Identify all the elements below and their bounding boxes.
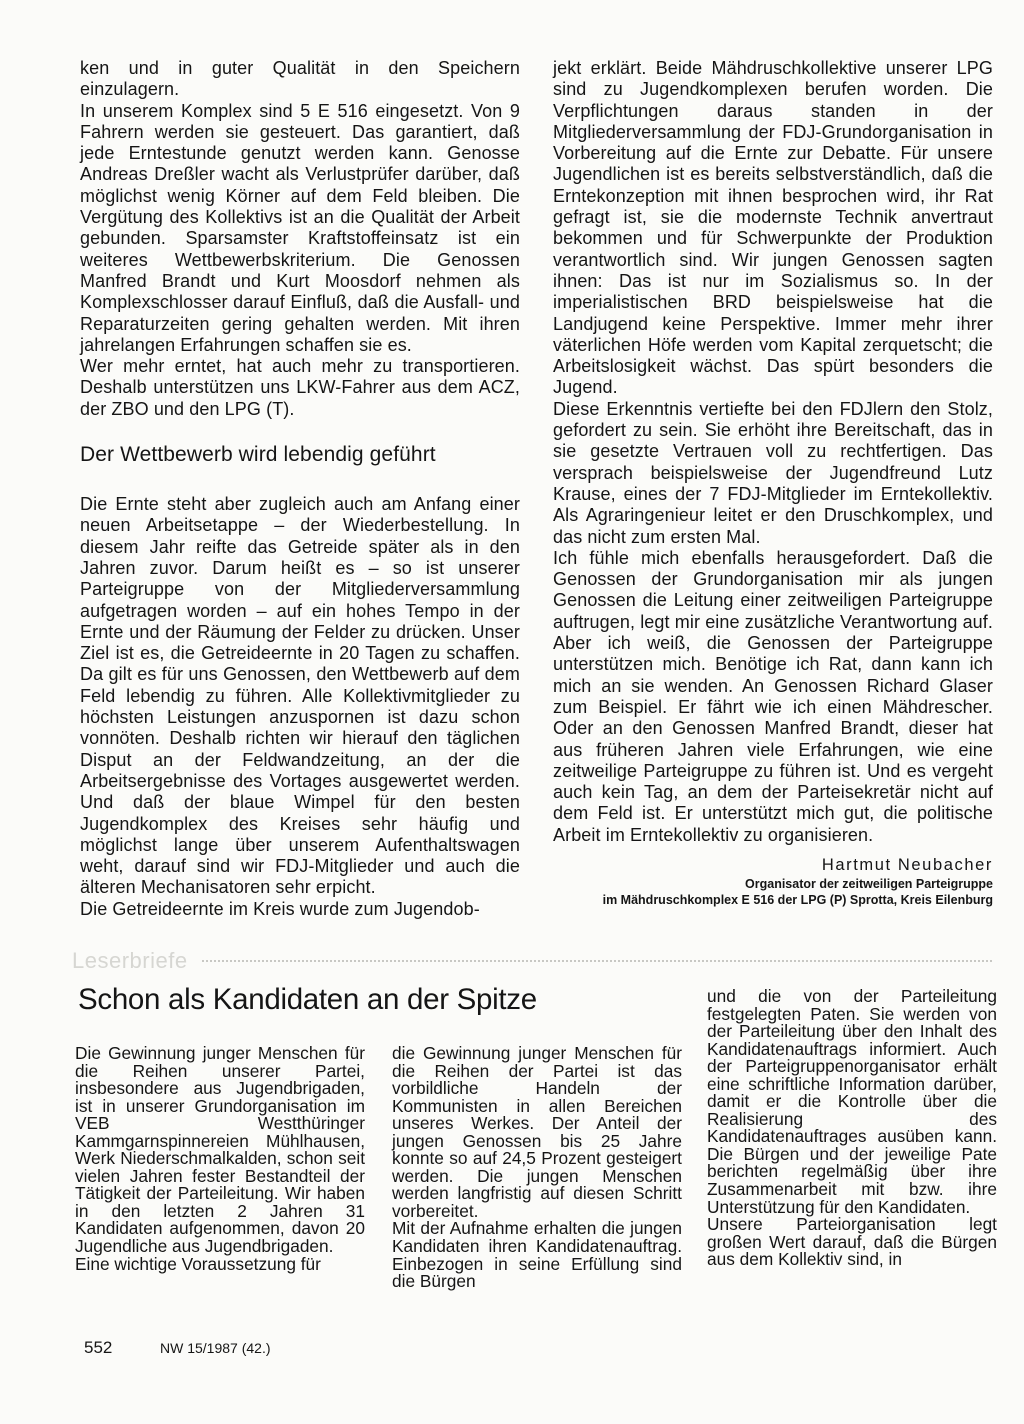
paragraph: und die von der Parteileitung festgelegten Paten. Sie werden von der Parteileitung über den Inhalt des Kandidatenauftrags informiert. Auch der Parteigruppenorganisator erhält eine schriftliche Information darüber, damit er die Kontrolle über die Realisierung des Kandidatenauftrages ausüben kann. Die Bürgen und der jeweilige Pate berichten regelmäßig über ihre Zusammenarbeit mit bzw. ihre Unterstützung für den Kandidaten. <box>707 986 997 1217</box>
paragraph: die Gewinnung junger Menschen für die Reihen der Partei ist das vorbildliche Handeln der Kommunisten in allen Bereichen unseres Werkes. Der Anteil der jungen Genossen bis 25 Jahre konnte so auf 24,5 Prozent gesteigert werden. Die jungen Menschen werden langfristig auf diesen Schritt vorbereitet. <box>392 1043 682 1221</box>
page-number: 552 <box>84 1338 113 1357</box>
paragraph: jekt erklärt. Beide Mähdruschkollektive unserer LPG sind zu Jugendkomplexen berufen worden. Die Verpflichtungen daraus standen in der Mitgliederversammlung der FDJ-Grundorganisation in Vorbereitung auf die Ernte zur Debatte. Für unsere Jugendlichen ist es bereits selbstverständlich, daß die Erntekonzeption mit ihnen besprochen wird, ihr Rat gefragt ist, sie die modernste Technik anvertraut bekommen und für Schwerpunkte der Produktion verantwortlich sind. Wir jungen Genossen sagten ihnen: Das ist nur im Sozialismus so. In der imperialistischen BRD beispielsweise hat die Landjugend keine Perspektive. Immer mehr ihrer väterlichen Höfe werden vom Kapital zerquetscht; die Arbeitslosigkeit wächst. Das spürt besonders die Jugend. <box>553 58 993 398</box>
top-right-column <box>553 58 993 846</box>
section-label-text: Leserbriefe <box>72 948 188 973</box>
author-signature <box>553 855 993 908</box>
paragraph: Wer mehr erntet, hat auch mehr zu transportieren. Deshalb unterstützen uns LKW-Fahrer aus dem ACZ, der ZBO und den LPG (T). <box>80 356 520 419</box>
paragraph: ken und in guter Qualität in den Speichern einzulagern. <box>80 58 520 100</box>
paragraph: Die Ernte steht aber zugleich auch am Anfang einer neuen Arbeitsetappe – der Wiederbestellung. In diesem Jahr reifte das Getreide später als in den Jahren zuvor. Darum heißt es – so ist unserer Parteigruppe von der Mitgliederversammlung aufgetragen worden – auf ein hohes Tempo in der Ernte und der Räumung der Felder zu drücken. Unser Ziel ist es, die Getreideernte in 20 Tagen zu schaffen. Da gilt es für uns Genossen, den Wettbewerb auf dem Feld lebendig zu führen. Alle Kollektivmitglieder zu höchsten Leistungen anzuspornen ist dazu schon vonnöten. Deshalb richten wir hierauf den täglichen Disput an der Feldwandzeitung, an der die Arbeitsergebnisse des Vortages ausgewertet werden. Und daß der blaue Wimpel für den besten Jugendkomplex des Kreises sehr häufig und möglichst lange über unserem Aufenthaltswagen weht, darauf sind wir FDJ-Mitglieder und auch die älteren Mechanisatoren sehr erpicht. <box>80 494 520 898</box>
paragraph: Die Gewinnung junger Menschen für die Reihen unserer Partei, insbesondere aus Jugendbrigaden, ist in unserer Grundorganisation im VEB Westthüringer Kammgarnspinnereien Mühlhausen, Werk Niederschmalkalden, schon seit vielen Jahren fester Bestandteil der Tätigkeit der Parteileitung. Wir haben in den letzten 2 Jahren 31 Kandidaten aufgenommen, davon 20 Jugendliche aus Jugendbrigaden. <box>75 1043 365 1257</box>
author-name: Hartmut Neubacher <box>821 856 993 874</box>
paragraph: Unsere Parteiorganisation legt großen Wert darauf, daß die Bürgen aus dem Kollektiv sind, in <box>707 1214 997 1270</box>
article-column-3 <box>707 988 997 1269</box>
section-divider <box>202 960 992 962</box>
paragraph: Mit der Aufnahme erhalten die jungen Kandidaten ihren Kandidatenauftrag. Einbezogen in seine Erfüllung sind die Bürgen <box>392 1218 682 1292</box>
article-column-2 <box>392 1045 682 1291</box>
section-subheading: Der Wettbewerb wird lebendig geführt <box>80 443 436 467</box>
paragraph: Ich fühle mich ebenfalls herausgefordert. Daß die Genossen der Grundorganisation mir als jungen Genossen die Leitung einer zeitweiligen Parteigruppe auftrugen, legt mir eine zusätzliche Verantwortung auf. Aber ich weiß, die Genossen der Parteigruppe unterstützen mich. Benötige ich Rat, dann kann ich mich an sie wenden. An Genossen Richard Glaser zum Beispiel. Er fährt wie ich einen Mähdrescher. Oder an den Genossen Manfred Brandt, dieser hat aus früheren Jahren viele Erfahrungen, wie eine zeitweilige Parteigruppe zu führen ist. Und es vergeht auch kein Tag, an dem der Parteisekretär nicht auf dem Feld ist. Er unterstützt mich gut, die politische Arbeit im Erntekollektiv zu organisieren. <box>553 547 993 845</box>
paragraph: In unserem Komplex sind 5 E 516 eingesetzt. Von 9 Fahrern werden sie gesteuert. Das garantiert, daß jede Erntestunde genutzt werden kann. Genosse Andreas Dreßler wacht als Verlustprüfer darüber, daß möglichst wenig Körner auf dem Feld bleiben. Die Vergütung des Kollektivs ist an die Qualität der Arbeit gebunden. Sparsamster Kraftstoffeinsatz ist ein weiteres Wettbewerbskriterium. Die Genossen Manfred Brandt und Kurt Moosdorf nehmen als Komplexschlosser darauf Einfluß, daß die Ausfall- und Reparaturzeiten gering gehalten werden. Mit ihren jahrelangen Erfahrungen schaffen sie es. <box>80 100 520 355</box>
author-role: im Mähdruschkomplex E 516 der LPG (P) Sprotta, Kreis Eilenburg <box>602 893 993 907</box>
article-column-1 <box>75 1045 365 1273</box>
issue-info: NW 15/1987 (42.) <box>160 1340 271 1356</box>
section-label <box>72 948 992 974</box>
author-role: Organisator der zeitweiligen Parteigruppe <box>745 877 993 891</box>
paragraph: Diese Erkenntnis vertiefte bei den FDJlern den Stolz, gefordert zu sein. Sie erhöht ihre Bereitschaft, das in sie gesetzte Vertrauen voll zu rechtfertigen. Das versprach beispielsweise der Jugendfreund Lutz Krause, eines der 7 FDJ-Mitglieder im Erntekollektiv. Als Agraringenieur leitet er den Druschkomplex, und das nicht zum ersten Mal. <box>553 398 993 547</box>
article-headline: Schon als Kandidaten an der Spitze <box>78 983 537 1016</box>
paragraph: Die Getreideernte im Kreis wurde zum Jugendob- <box>80 898 480 919</box>
paragraph: Eine wichtige Voraussetzung für <box>75 1253 321 1274</box>
top-left-column <box>80 58 520 920</box>
